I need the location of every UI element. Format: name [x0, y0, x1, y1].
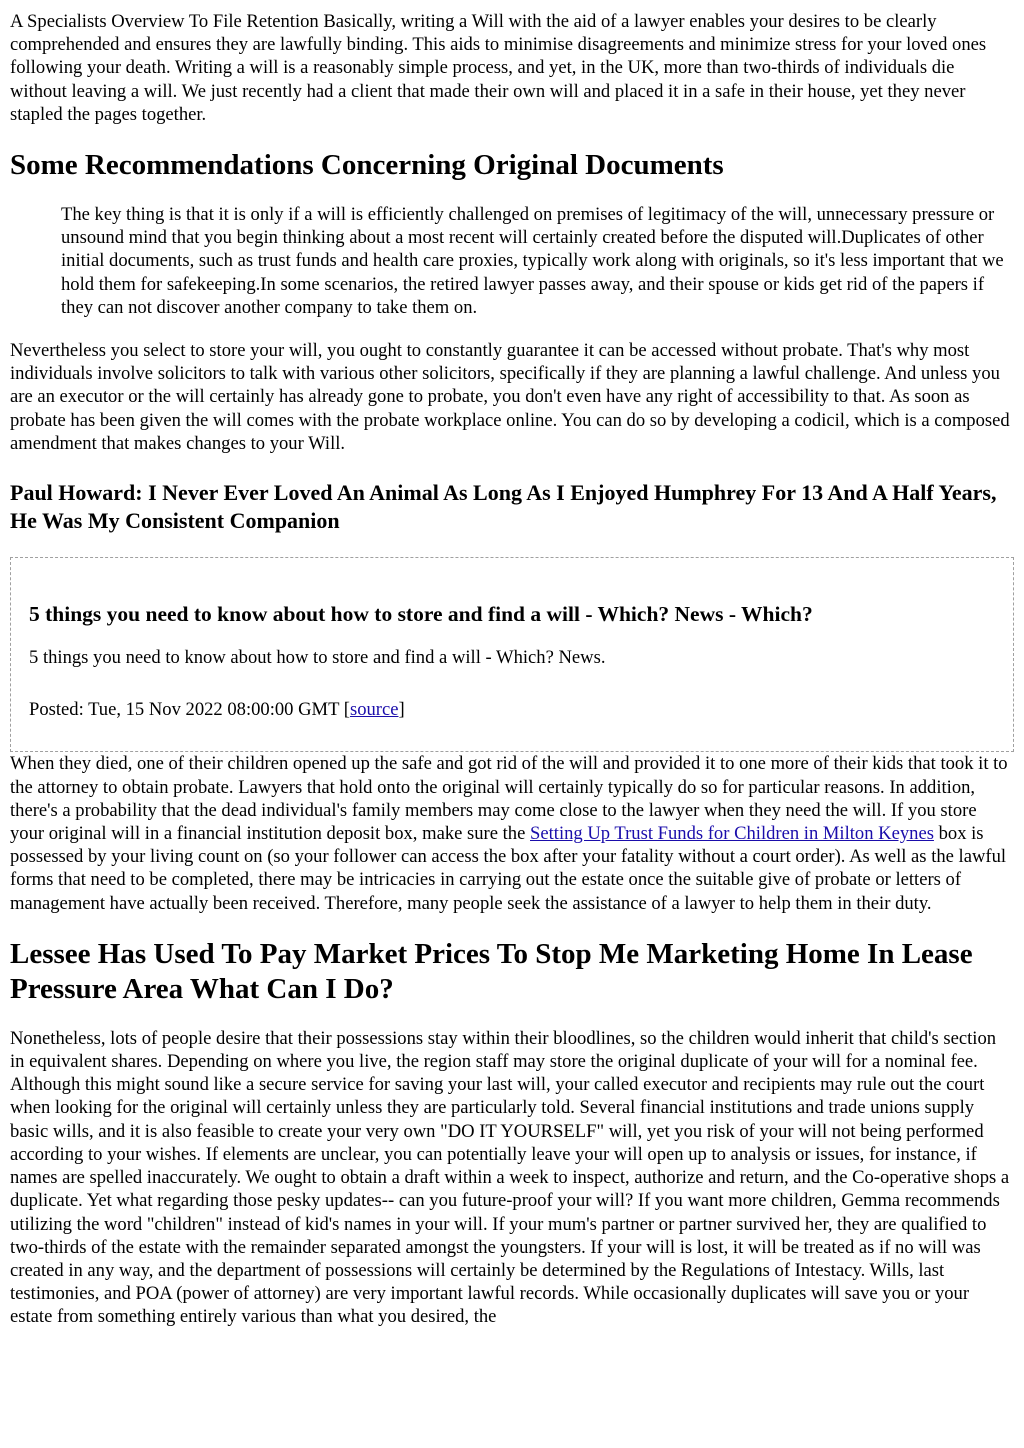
section-heading-lessee: Lessee Has Used To Pay Market Prices To Stop Me Marketing Home In Lease Pressure Area What Can I Do?: [10, 937, 973, 1005]
para-text-after-link: box is possessed by your living count on (so your follower can access the box after your fatality without a court order). As well as the lawful forms that need to be completed, there may be intricacies in carrying out the estate once the suitable give of probate or letters of management have actually been received. Therefore, many people seek the assistance of a lawyer to help them in their duty.: [10, 823, 1007, 914]
body-paragraph-probate: Nevertheless you select to store your will, you ought to constantly guarantee it can be accessed without probate. That's why most individuals involve solicitors to talk with various other solicitors, specifically if they are planning a lawful challenge. And unless you are an executor or the will certainly has already gone to probate, you don't even have any right of accessibility to that. As soon as probate has been given the will comes with the probate workplace online. You can do so by developing a codicil, which is a composed amendment that makes changes to your Will.: [10, 340, 1010, 454]
source-link[interactable]: source: [349, 699, 399, 721]
news-summary: 5 things you need to know about how to store and find a will - Which? News.: [29, 647, 606, 669]
news-title: 5 things you need to know about how to store and find a will - Which? News - Which?: [29, 602, 813, 627]
posted-suffix: ]: [398, 699, 405, 721]
posted-prefix: Posted: Tue, 15 Nov 2022 08:00:00 GMT [: [29, 699, 350, 721]
news-box: [10, 557, 1014, 752]
body-paragraph-bloodlines: Nonetheless, lots of people desire that their possessions stay within their bloodlines, so the children would inherit that child's section in equivalent shares. Depending on where you live, the region staff may store the original duplicate of your will for a nominal fee. Although this might sound like a secure service for saving your last will, your called executor and recipients may rule out the court when looking for the original will certainly unless they are particularly told. Several financial institutions and trade unions supply basic wills, and it is also feasible to create your very own "DO IT YOURSELF" will, yet you risk of your will not being performed according to your wishes. If elements are unclear, you can potentially leave your will open up to analysis or issues, for instance, if names are spelled inaccurately. We ought to obtain a draft within a week to inspect, authorize and return, and the Co-operative shops a duplicate. Yet what regarding those pesky updates-- can you future-proof your will? If you want more children, Gemma recommends utilizing the word "children" instead of kid's names in your will. If your mum's partner or partner survived her, they are qualified to two-thirds of the estate with the remainder separated amongst the youngsters. If your will is lost, it will be treated as if no will was created in any way, and the department of possessions will certainly be determined by the Regulations of Intestacy. Wills, last testimonies, and POA (power of attorney) are very important lawful records. While occasionally duplicates will save you or your estate from something entirely various than what you desired, the: [10, 1027, 1010, 1328]
news-posted: [29, 698, 995, 721]
quote-block: [61, 203, 1014, 319]
intro-paragraph: A Specialists Overview To File Retention Basically, writing a Will with the aid of a lawyer enables your desires to be clearly comprehended and ensures they are lawfully binding. This aids to minimise disagreements and minimize stress for your loved ones following your death. Writing a will is a reasonably simple process, and yet, in the UK, more than two-thirds of individuals die without leaving a will. We just recently had a client that made their own will and placed it in a safe in their house, yet they never stapled the pages together.: [10, 11, 987, 125]
section-heading-original-documents: Some Recommendations Concerning Original Documents: [10, 149, 724, 182]
para-text-before-link: When they died, one of their children opened up the safe and got rid of the will and provided it to one more of their kids that took it to the attorney to obtain probate. Lawyers that hold onto the original will certainly typically do so for particular reasons. In addition, there's a probability that the dead individual's family members may come close to the lawyer when they need the will. If you store your original will in a financial institution deposit box, make sure the: [10, 753, 1008, 845]
body-paragraph-deposit-box: [10, 752, 1014, 914]
trust-funds-link[interactable]: Setting Up Trust Funds for Children in Milton Keynes: [530, 823, 934, 845]
section-heading-paul-howard: Paul Howard: I Never Ever Loved An Animal As Long As I Enjoyed Humphrey For 13 And A Half Years, He Was My Consistent Companion: [10, 480, 997, 534]
quote-text: The key thing is that it is only if a will is efficiently challenged on premises of legitimacy of the will, unnecessary pressure or unsound mind that you begin thinking about a most recent will certainly created before the disputed will.Duplicates of other initial documents, such as trust funds and health care proxies, typically work along with originals, so it's less important that we hold them for safekeeping.In some scenarios, the retired lawyer passes away, and their spouse or kids get rid of the papers if they can not discover another company to take them on.: [61, 204, 1004, 318]
